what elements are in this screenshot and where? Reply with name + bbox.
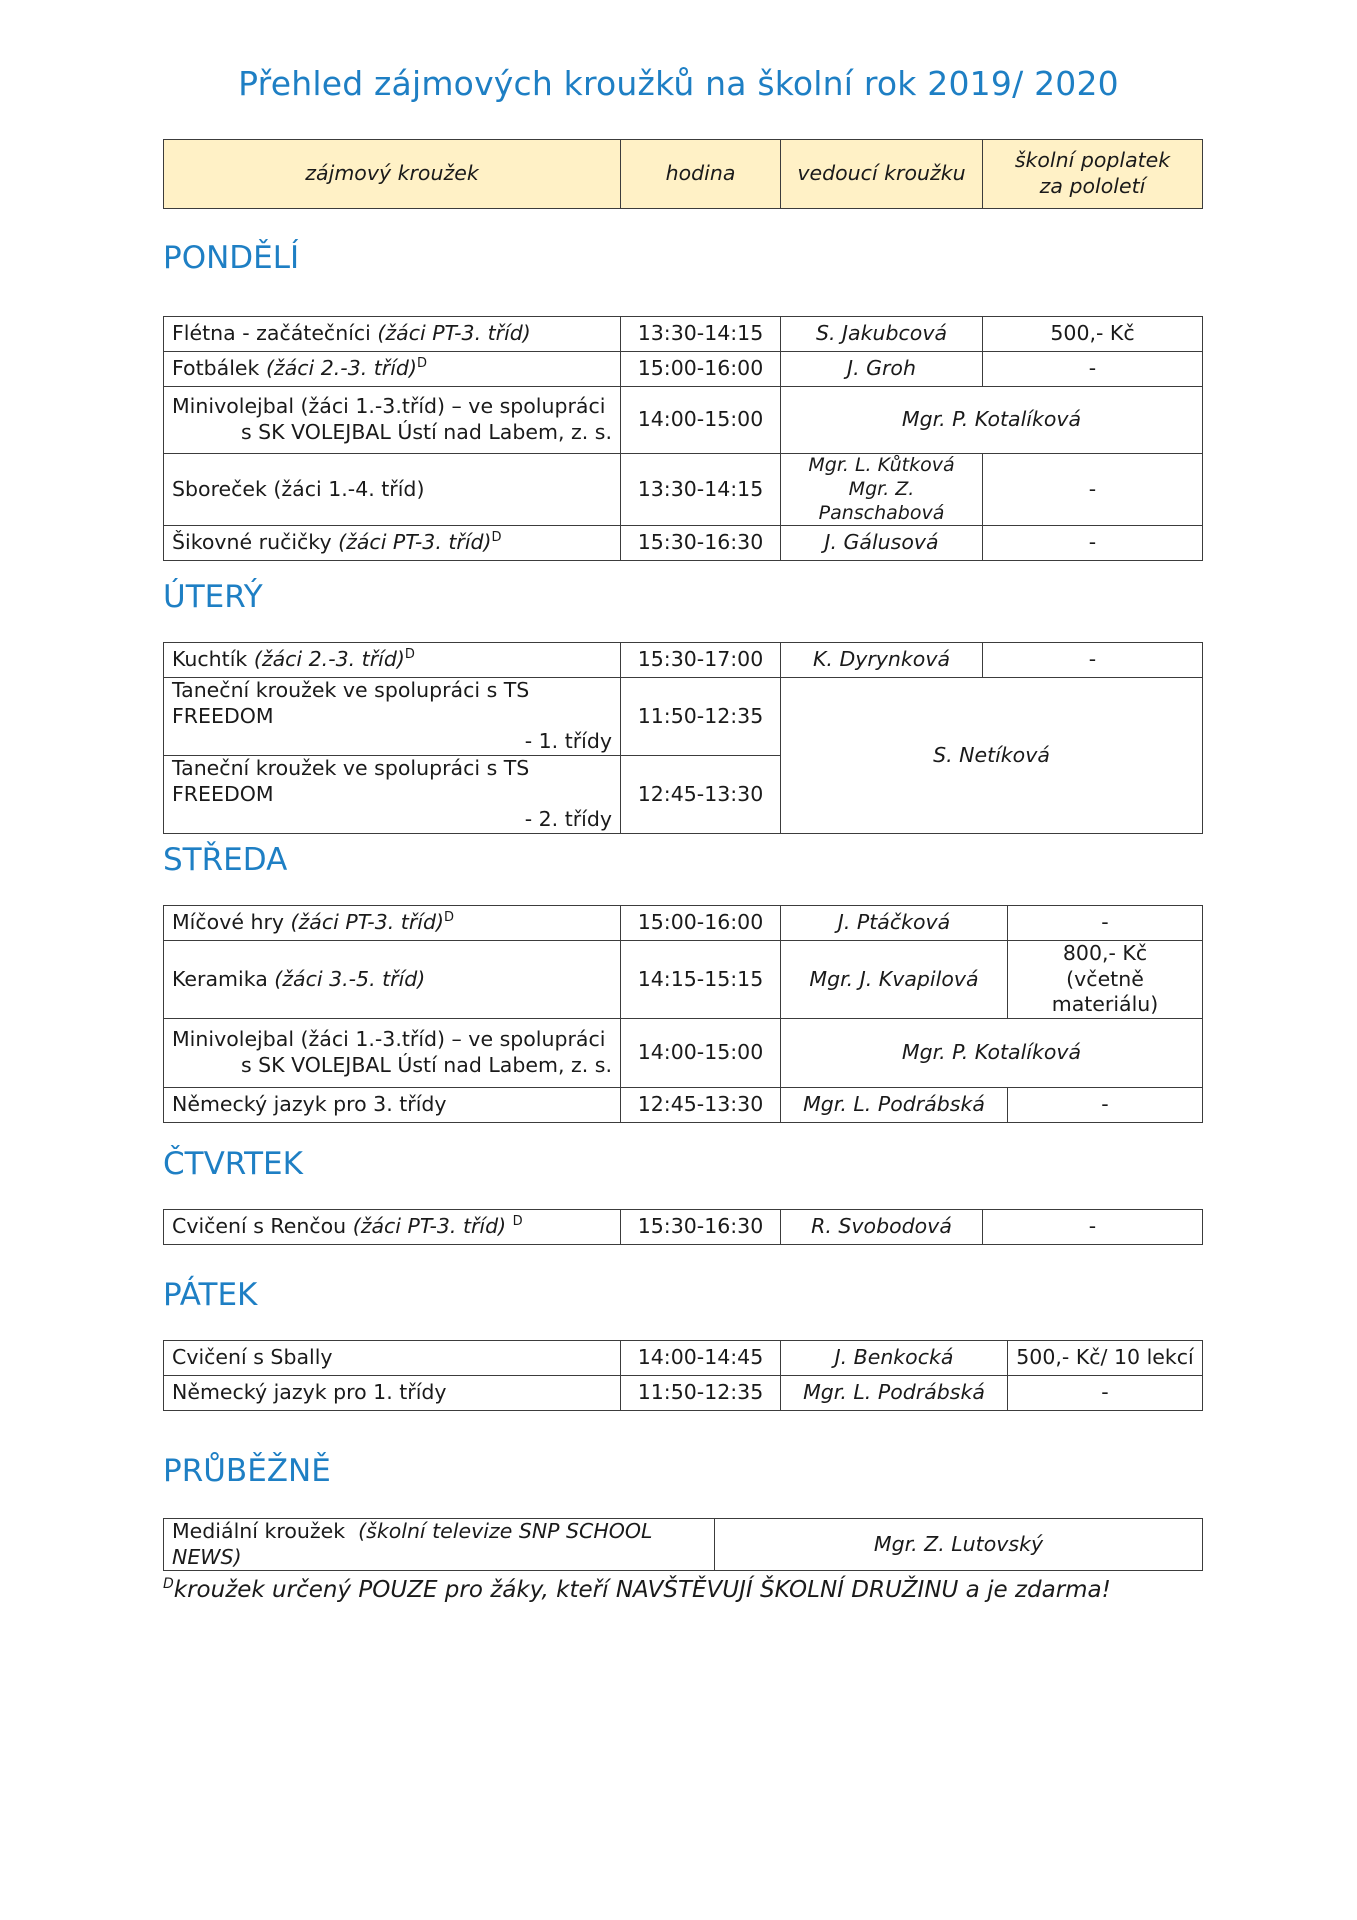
- friday-table: [163, 1340, 1203, 1411]
- leader-cell: J. Gálusová: [781, 526, 983, 561]
- activity-note: (žáci PT-3. tříd): [338, 530, 492, 555]
- activity-cell: [164, 755, 621, 833]
- activity-cell: [164, 1519, 715, 1571]
- leader-cell: Mgr. Z. Lutovský: [715, 1519, 1203, 1571]
- time-cell: 13:30-14:15: [621, 317, 781, 352]
- table-row: [164, 352, 1203, 387]
- table-row: [164, 1018, 1203, 1087]
- time-cell: 14:15-15:15: [621, 941, 781, 1019]
- time-cell: 13:30-14:15: [621, 454, 781, 526]
- activity-line1: Taneční kroužek ve spolupráci s TS FREEDOM: [172, 755, 530, 806]
- activity-note: (žáci 2.-3. tříd): [265, 356, 417, 381]
- time-cell: 15:00-16:00: [621, 352, 781, 387]
- leader-cell: S. Jakubcová: [781, 317, 983, 352]
- activity-cell: [164, 387, 621, 454]
- time-cell: 14:00-15:00: [621, 1018, 781, 1087]
- activity-cell: [164, 526, 621, 561]
- fee-cell: -: [983, 454, 1203, 526]
- time-cell: 11:50-12:35: [621, 678, 781, 756]
- activity-name: Keramika: [172, 966, 268, 991]
- fee-cell: -: [1008, 1087, 1203, 1122]
- table-row: [164, 1210, 1203, 1245]
- header-col-leader: vedoucí kroužku: [781, 140, 983, 209]
- activity-line1: Taneční kroužek ve spolupráci s TS FREEDOM: [172, 678, 530, 728]
- leader-cell: Mgr. J. Kvapilová: [781, 941, 1008, 1019]
- druzina-marker: D: [491, 530, 502, 546]
- activity-cell: [164, 941, 621, 1019]
- day-heading-wednesday: STŘEDA: [163, 842, 288, 878]
- druzina-marker: D: [512, 1214, 523, 1230]
- table-row: [164, 643, 1203, 678]
- activity-note: (žáci PT-3. tříd): [290, 910, 444, 935]
- activity-cell: [164, 317, 621, 352]
- ongoing-table: [163, 1518, 1203, 1571]
- header-fee-line1: školní poplatek: [1014, 148, 1171, 173]
- activity-cell: Německý jazyk pro 1. třídy: [164, 1376, 621, 1411]
- activity-line2: s SK VOLEJBAL Ústí nad Labem, z. s.: [240, 1052, 612, 1077]
- activity-line1: Minivolejbal (žáci 1.-3.tříd) – ve spolupráci: [172, 394, 606, 419]
- time-cell: 12:45-13:30: [621, 1087, 781, 1122]
- leader-cell: J. Ptáčková: [781, 906, 1008, 941]
- activity-cell: [164, 352, 621, 387]
- fee-cell: -: [1008, 1376, 1203, 1411]
- activity-name: Kuchtík: [172, 647, 248, 672]
- activity-cell: Německý jazyk pro 3. třídy: [164, 1087, 621, 1122]
- activity-line2: - 2. třídy: [524, 807, 612, 832]
- time-cell: 11:50-12:35: [621, 1376, 781, 1411]
- header-col-time: hodina: [621, 140, 781, 209]
- leader-cell: Mgr. P. Kotalíková: [781, 1018, 1203, 1087]
- leader-line2: Mgr. Z. Panschabová: [818, 477, 945, 524]
- leader-cell: J. Benkocká: [781, 1341, 1008, 1376]
- fee-cell: -: [983, 1210, 1203, 1245]
- leader-cell: J. Groh: [781, 352, 983, 387]
- fee-cell: 500,- Kč: [983, 317, 1203, 352]
- table-row: [164, 526, 1203, 561]
- table-row: [164, 1341, 1203, 1376]
- activity-name: Fotbálek: [172, 356, 260, 381]
- leader-cell: R. Svobodová: [781, 1210, 983, 1245]
- wednesday-table: [163, 905, 1203, 1123]
- table-row: [164, 1376, 1203, 1411]
- activity-cell: [164, 906, 621, 941]
- monday-table: [163, 316, 1203, 561]
- fee-cell: -: [1008, 906, 1203, 941]
- leader-cell: Mgr. L. Podrábská: [781, 1087, 1008, 1122]
- activity-note: (žáci PT-3. tříd): [377, 321, 531, 346]
- day-heading-friday: PÁTEK: [163, 1277, 258, 1313]
- header-col-activity: zájmový kroužek: [164, 140, 621, 209]
- activity-cell: [164, 643, 621, 678]
- fee-cell: 500,- Kč/ 10 lekcí: [1008, 1341, 1203, 1376]
- druzina-marker: D: [443, 910, 454, 926]
- time-cell: 15:30-17:00: [621, 643, 781, 678]
- footnote-text: kroužek určený POUZE pro žáky, kteří NAVŠTĚVUJÍ ŠKOLNÍ DRUŽINU a je zdarma!: [173, 1577, 1111, 1603]
- table-row: [164, 317, 1203, 352]
- activity-name: Flétna - začátečníci: [172, 321, 371, 346]
- activity-cell: [164, 1210, 621, 1245]
- footnote-marker: D: [163, 1576, 174, 1592]
- leader-line1: Mgr. L. Kůtková: [808, 454, 955, 476]
- table-row: [164, 906, 1203, 941]
- activity-name: Šikovné ručičky: [172, 530, 332, 555]
- activity-line1: Minivolejbal (žáci 1.-3.tříd) – ve spolupráci: [172, 1027, 606, 1052]
- day-heading-thursday: ČTVRTEK: [163, 1146, 303, 1182]
- activity-note: (školní televize SNP SCHOOL NEWS): [172, 1519, 653, 1569]
- leader-cell: Mgr. P. Kotalíková: [781, 387, 1203, 454]
- header-col-fee: [983, 140, 1203, 209]
- table-row: [164, 1519, 1203, 1571]
- fee-line1: 800,- Kč: [1062, 941, 1148, 965]
- druzina-marker: D: [416, 356, 427, 372]
- leader-cell: K. Dyrynková: [781, 643, 983, 678]
- table-row: [164, 454, 1203, 526]
- day-heading-tuesday: ÚTERÝ: [163, 579, 263, 615]
- activity-note: (žáci PT-3. tříd): [352, 1214, 507, 1239]
- fee-cell: -: [983, 352, 1203, 387]
- leader-cell: [781, 454, 983, 526]
- time-cell: 14:00-14:45: [621, 1341, 781, 1376]
- header-fee-line2: za pololetí: [1039, 174, 1146, 198]
- activity-cell: [164, 1018, 621, 1087]
- page-title: Přehled zájmových kroužků na školní rok 2019/ 2020: [238, 64, 1119, 103]
- time-cell: 15:30-16:30: [621, 1210, 781, 1245]
- time-cell: 14:00-15:00: [621, 387, 781, 454]
- fee-cell: [1008, 941, 1203, 1019]
- activity-name: Mediální kroužek: [172, 1519, 346, 1543]
- header-table: [163, 139, 1203, 209]
- activity-name: Míčové hry: [172, 910, 285, 935]
- activity-name: Cvičení s Renčou: [172, 1214, 347, 1239]
- druzina-marker: D: [404, 647, 415, 663]
- footnote: [163, 1577, 1111, 1603]
- fee-line2: (včetně materiálu): [1051, 966, 1159, 1017]
- table-row: [164, 1087, 1203, 1122]
- activity-cell: Cvičení s Sbally: [164, 1341, 621, 1376]
- day-heading-ongoing: PRŮBĚŽNĚ: [163, 1453, 331, 1489]
- fee-cell: -: [983, 526, 1203, 561]
- leader-cell: Mgr. L. Podrábská: [781, 1376, 1008, 1411]
- leader-cell: S. Netíková: [781, 678, 1203, 834]
- tuesday-table: [163, 642, 1203, 834]
- time-cell: 15:00-16:00: [621, 906, 781, 941]
- fee-cell: -: [983, 643, 1203, 678]
- activity-note: (žáci 3.-5. tříd): [274, 966, 426, 991]
- day-heading-monday: PONDĚLÍ: [163, 240, 300, 276]
- activity-cell: Sboreček (žáci 1.-4. tříd): [164, 454, 621, 526]
- time-cell: 12:45-13:30: [621, 755, 781, 833]
- table-row: [164, 678, 1203, 756]
- activity-line2: - 1. třídy: [524, 729, 612, 754]
- activity-note: (žáci 2.-3. tříd): [253, 647, 405, 672]
- activity-line2: s SK VOLEJBAL Ústí nad Labem, z. s.: [240, 420, 612, 444]
- thursday-table: [163, 1209, 1203, 1245]
- table-row: [164, 387, 1203, 454]
- time-cell: 15:30-16:30: [621, 526, 781, 561]
- table-row: [164, 941, 1203, 1019]
- activity-cell: [164, 678, 621, 756]
